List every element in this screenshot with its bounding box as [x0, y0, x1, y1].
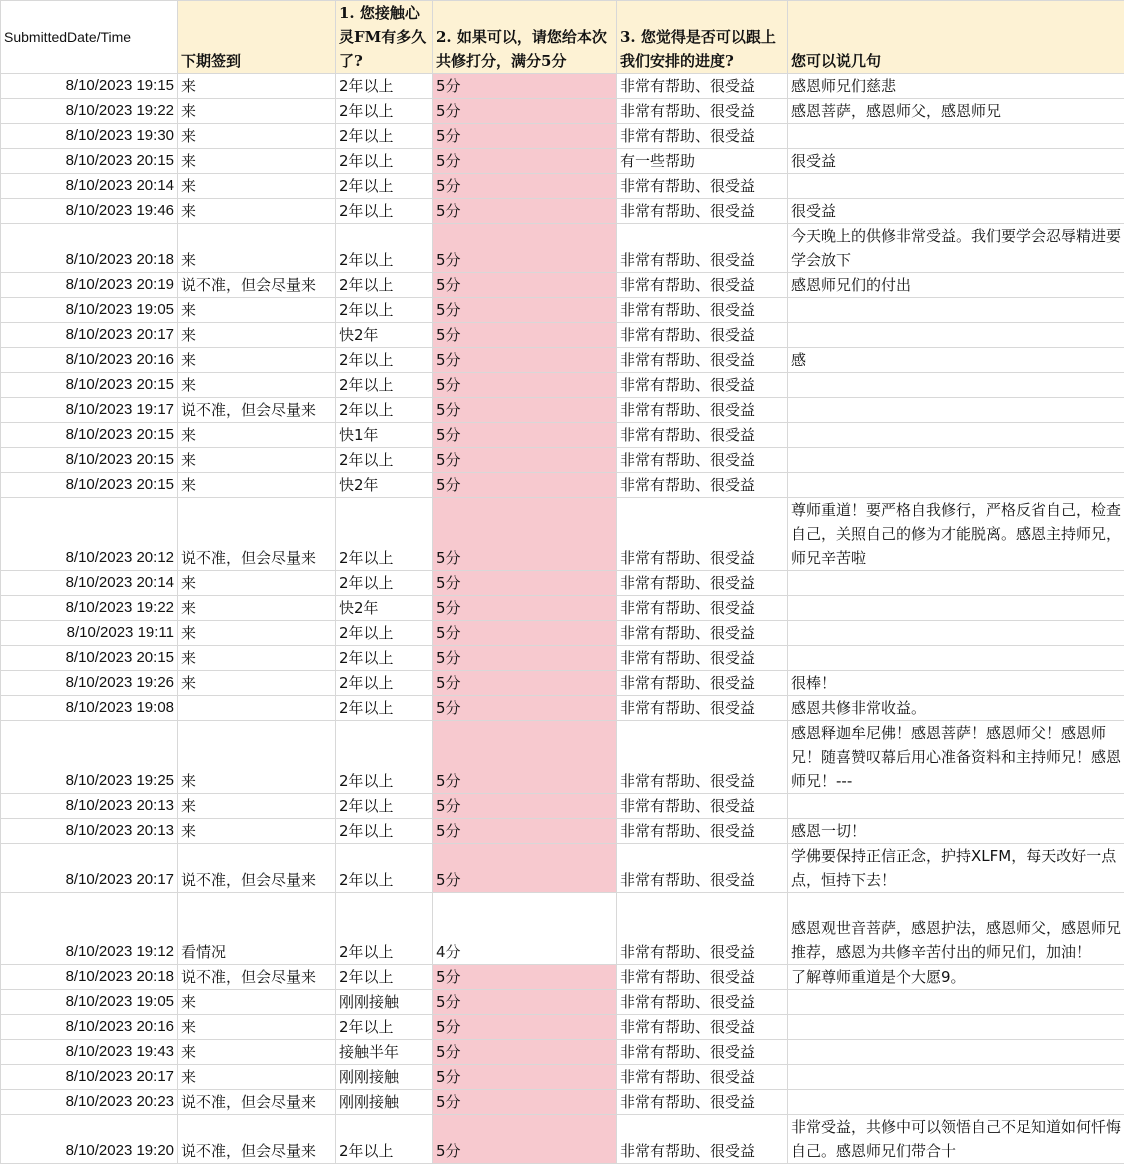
attend-cell[interactable]: 来	[178, 1065, 336, 1090]
pace-cell[interactable]: 非常有帮助、很受益	[617, 646, 788, 671]
pace-cell[interactable]: 非常有帮助、很受益	[617, 1090, 788, 1115]
comment-cell[interactable]	[788, 1090, 1124, 1115]
pace-cell[interactable]: 非常有帮助、很受益	[617, 124, 788, 149]
date-cell[interactable]: 8/10/2023 19:46	[1, 199, 178, 224]
date-cell[interactable]: 8/10/2023 19:22	[1, 99, 178, 124]
table-row	[1, 721, 1124, 794]
duration-cell[interactable]: 2年以上	[336, 1015, 433, 1040]
date-cell[interactable]: 8/10/2023 20:15	[1, 473, 178, 498]
duration-cell[interactable]: 2年以上	[336, 99, 433, 124]
score-cell[interactable]: 5分	[433, 498, 617, 571]
comment-cell[interactable]: 很受益	[788, 199, 1124, 224]
duration-cell[interactable]: 2年以上	[336, 646, 433, 671]
header-submitted-datetime[interactable]: SubmittedDate/Time	[1, 1, 178, 74]
score-cell[interactable]: 5分	[433, 298, 617, 323]
pace-cell[interactable]: 非常有帮助、很受益	[617, 721, 788, 794]
attend-cell[interactable]: 说不准，但会尽量来	[178, 398, 336, 423]
table-row	[1, 348, 1124, 373]
header-pace[interactable]: 3. 您觉得是否可以跟上我们安排的进度?	[617, 1, 788, 74]
score-cell[interactable]: 5分	[433, 323, 617, 348]
table-row	[1, 498, 1124, 571]
date-cell[interactable]: 8/10/2023 20:19	[1, 273, 178, 298]
date-cell[interactable]: 8/10/2023 19:05	[1, 298, 178, 323]
table-row	[1, 893, 1124, 965]
table-row	[1, 174, 1124, 199]
score-cell[interactable]: 5分	[433, 448, 617, 473]
table-row	[1, 696, 1124, 721]
score-cell[interactable]: 5分	[433, 571, 617, 596]
attend-cell[interactable]: 来	[178, 621, 336, 646]
score-cell[interactable]: 5分	[433, 174, 617, 199]
table-row	[1, 844, 1124, 893]
attend-cell[interactable]: 说不准，但会尽量来	[178, 498, 336, 571]
score-cell[interactable]: 5分	[433, 965, 617, 990]
pace-cell[interactable]: 非常有帮助、很受益	[617, 1040, 788, 1065]
score-cell[interactable]: 5分	[433, 1090, 617, 1115]
duration-cell[interactable]: 2年以上	[336, 273, 433, 298]
date-cell[interactable]: 8/10/2023 19:25	[1, 721, 178, 794]
comment-cell[interactable]: 感恩观世音菩萨，感恩护法，感恩师父，感恩师兄推荐，感恩为共修辛苦付出的师兄们，加油！	[788, 893, 1124, 965]
attend-cell[interactable]: 说不准，但会尽量来	[178, 844, 336, 893]
score-cell[interactable]: 5分	[433, 794, 617, 819]
score-cell[interactable]: 5分	[433, 124, 617, 149]
table-row	[1, 273, 1124, 298]
date-cell[interactable]: 8/10/2023 20:15	[1, 373, 178, 398]
date-cell[interactable]: 8/10/2023 20:17	[1, 323, 178, 348]
score-cell[interactable]: 5分	[433, 473, 617, 498]
attend-cell[interactable]: 来	[178, 473, 336, 498]
table-row	[1, 1040, 1124, 1065]
duration-cell[interactable]: 2年以上	[336, 199, 433, 224]
pace-cell[interactable]: 非常有帮助、很受益	[617, 323, 788, 348]
date-cell[interactable]: 8/10/2023 20:17	[1, 1065, 178, 1090]
comment-cell[interactable]	[788, 423, 1124, 448]
comment-cell[interactable]	[788, 1065, 1124, 1090]
score-cell[interactable]: 5分	[433, 74, 617, 99]
pace-cell[interactable]: 非常有帮助、很受益	[617, 74, 788, 99]
attend-cell[interactable]: 说不准，但会尽量来	[178, 1090, 336, 1115]
duration-cell[interactable]: 2年以上	[336, 965, 433, 990]
score-cell[interactable]: 5分	[433, 721, 617, 794]
table-row	[1, 571, 1124, 596]
comment-cell[interactable]	[788, 571, 1124, 596]
comment-cell[interactable]	[788, 1040, 1124, 1065]
comment-cell[interactable]	[788, 794, 1124, 819]
pace-cell[interactable]: 非常有帮助、很受益	[617, 174, 788, 199]
pace-cell[interactable]: 非常有帮助、很受益	[617, 273, 788, 298]
pace-cell[interactable]: 非常有帮助、很受益	[617, 298, 788, 323]
attend-cell[interactable]: 来	[178, 990, 336, 1015]
attend-cell[interactable]: 来	[178, 596, 336, 621]
pace-cell[interactable]: 非常有帮助、很受益	[617, 99, 788, 124]
score-cell[interactable]: 5分	[433, 348, 617, 373]
table-row	[1, 621, 1124, 646]
table-row	[1, 99, 1124, 124]
date-cell[interactable]: 8/10/2023 20:14	[1, 174, 178, 199]
comment-cell[interactable]: 今天晚上的供修非常受益。我们要学会忍辱精进要学会放下	[788, 224, 1124, 273]
pace-cell[interactable]: 非常有帮助、很受益	[617, 965, 788, 990]
duration-cell[interactable]: 2年以上	[336, 448, 433, 473]
score-cell[interactable]: 5分	[433, 621, 617, 646]
date-cell[interactable]: 8/10/2023 19:08	[1, 696, 178, 721]
comment-cell[interactable]	[788, 124, 1124, 149]
table-row	[1, 794, 1124, 819]
comment-cell[interactable]: 感恩师兄们慈悲	[788, 74, 1124, 99]
attend-cell[interactable]: 来	[178, 1015, 336, 1040]
duration-cell[interactable]: 刚刚接触	[336, 1090, 433, 1115]
date-cell[interactable]: 8/10/2023 19:11	[1, 621, 178, 646]
table-row	[1, 224, 1124, 273]
date-cell[interactable]: 8/10/2023 20:18	[1, 224, 178, 273]
date-cell[interactable]: 8/10/2023 20:13	[1, 794, 178, 819]
pace-cell[interactable]: 非常有帮助、很受益	[617, 844, 788, 893]
score-cell[interactable]: 5分	[433, 1065, 617, 1090]
comment-cell[interactable]	[788, 373, 1124, 398]
date-cell[interactable]: 8/10/2023 19:26	[1, 671, 178, 696]
table-row	[1, 74, 1124, 99]
attend-cell[interactable]: 看情况	[178, 893, 336, 965]
table-row	[1, 990, 1124, 1015]
attend-cell[interactable]: 来	[178, 323, 336, 348]
duration-cell[interactable]: 快2年	[336, 596, 433, 621]
duration-cell[interactable]: 2年以上	[336, 571, 433, 596]
score-cell[interactable]: 5分	[433, 646, 617, 671]
table-row	[1, 298, 1124, 323]
table-row	[1, 149, 1124, 174]
duration-cell[interactable]: 快2年	[336, 473, 433, 498]
duration-cell[interactable]: 2年以上	[336, 819, 433, 844]
date-cell[interactable]: 8/10/2023 20:12	[1, 498, 178, 571]
duration-cell[interactable]: 2年以上	[336, 893, 433, 965]
attend-cell[interactable]: 来	[178, 99, 336, 124]
attend-cell[interactable]: 来	[178, 646, 336, 671]
comment-cell[interactable]: 尊师重道！要严格自我修行，严格反省自己，检查自己，关照自己的修为才能脱离。感恩主持师兄，师兄辛苦啦	[788, 498, 1124, 571]
pace-cell[interactable]: 非常有帮助、很受益	[617, 348, 788, 373]
comment-cell[interactable]	[788, 1015, 1124, 1040]
attend-cell[interactable]: 来	[178, 298, 336, 323]
date-cell[interactable]: 8/10/2023 19:17	[1, 398, 178, 423]
date-cell[interactable]: 8/10/2023 19:12	[1, 893, 178, 965]
table-row	[1, 646, 1124, 671]
table-row	[1, 965, 1124, 990]
duration-cell[interactable]: 2年以上	[336, 621, 433, 646]
table-row	[1, 671, 1124, 696]
pace-cell[interactable]: 非常有帮助、很受益	[617, 373, 788, 398]
attend-cell[interactable]: 说不准，但会尽量来	[178, 965, 336, 990]
date-cell[interactable]: 8/10/2023 20:15	[1, 149, 178, 174]
comment-cell[interactable]	[788, 298, 1124, 323]
date-cell[interactable]: 8/10/2023 20:13	[1, 819, 178, 844]
score-cell[interactable]: 5分	[433, 423, 617, 448]
pace-cell[interactable]: 非常有帮助、很受益	[617, 473, 788, 498]
comment-cell[interactable]	[788, 448, 1124, 473]
duration-cell[interactable]: 快2年	[336, 323, 433, 348]
duration-cell[interactable]: 快1年	[336, 423, 433, 448]
comment-cell[interactable]: 了解尊师重道是个大愿9。	[788, 965, 1124, 990]
pace-cell[interactable]: 非常有帮助、很受益	[617, 199, 788, 224]
table-row	[1, 1090, 1124, 1115]
duration-cell[interactable]: 2年以上	[336, 844, 433, 893]
attend-cell[interactable]: 来	[178, 671, 336, 696]
attend-cell[interactable]: 来	[178, 571, 336, 596]
date-cell[interactable]: 8/10/2023 19:05	[1, 990, 178, 1015]
attend-cell[interactable]	[178, 696, 336, 721]
pace-cell[interactable]: 非常有帮助、很受益	[617, 1015, 788, 1040]
comment-cell[interactable]	[788, 621, 1124, 646]
score-cell[interactable]: 5分	[433, 596, 617, 621]
header-attend-next[interactable]: 下期签到	[178, 1, 336, 74]
score-cell[interactable]: 5分	[433, 1015, 617, 1040]
pace-cell[interactable]: 非常有帮助、很受益	[617, 1115, 788, 1164]
pace-cell[interactable]: 非常有帮助、很受益	[617, 224, 788, 273]
duration-cell[interactable]: 2年以上	[336, 348, 433, 373]
attend-cell[interactable]: 来	[178, 423, 336, 448]
comment-cell[interactable]	[788, 174, 1124, 199]
duration-cell[interactable]: 刚刚接触	[336, 1065, 433, 1090]
header-comment[interactable]: 您可以说几句	[788, 1, 1124, 74]
date-cell[interactable]: 8/10/2023 19:43	[1, 1040, 178, 1065]
date-cell[interactable]: 8/10/2023 20:16	[1, 348, 178, 373]
header-row	[1, 1, 1124, 74]
table-row	[1, 819, 1124, 844]
table-row	[1, 423, 1124, 448]
duration-cell[interactable]: 2年以上	[336, 671, 433, 696]
pace-cell[interactable]: 非常有帮助、很受益	[617, 696, 788, 721]
pace-cell[interactable]: 非常有帮助、很受益	[617, 596, 788, 621]
pace-cell[interactable]: 非常有帮助、很受益	[617, 423, 788, 448]
comment-cell[interactable]: 学佛要保持正信正念，护持XLFM，每天改好一点点，恒持下去！	[788, 844, 1124, 893]
date-cell[interactable]: 8/10/2023 20:15	[1, 448, 178, 473]
comment-cell[interactable]: 感恩共修非常收益。	[788, 696, 1124, 721]
attend-cell[interactable]: 说不准，但会尽量来	[178, 1115, 336, 1164]
score-cell[interactable]: 5分	[433, 844, 617, 893]
comment-cell[interactable]	[788, 596, 1124, 621]
comment-cell[interactable]	[788, 646, 1124, 671]
attend-cell[interactable]: 来	[178, 174, 336, 199]
date-cell[interactable]: 8/10/2023 19:20	[1, 1115, 178, 1164]
duration-cell[interactable]: 2年以上	[336, 721, 433, 794]
pace-cell[interactable]: 非常有帮助、很受益	[617, 671, 788, 696]
header-duration[interactable]: 1. 您接触心灵FM有多久了?	[336, 1, 433, 74]
duration-cell[interactable]: 2年以上	[336, 224, 433, 273]
duration-cell[interactable]: 2年以上	[336, 373, 433, 398]
pace-cell[interactable]: 有一些帮助	[617, 149, 788, 174]
pace-cell[interactable]: 非常有帮助、很受益	[617, 621, 788, 646]
attend-cell[interactable]: 来	[178, 794, 336, 819]
table-row	[1, 323, 1124, 348]
pace-cell[interactable]: 非常有帮助、很受益	[617, 498, 788, 571]
pace-cell[interactable]: 非常有帮助、很受益	[617, 571, 788, 596]
score-cell[interactable]: 4分	[433, 893, 617, 965]
score-cell[interactable]: 5分	[433, 1115, 617, 1164]
attend-cell[interactable]: 说不准，但会尽量来	[178, 273, 336, 298]
score-cell[interactable]: 5分	[433, 990, 617, 1015]
attend-cell[interactable]: 来	[178, 373, 336, 398]
header-score[interactable]: 2. 如果可以，请您给本次共修打分，满分5分	[433, 1, 617, 74]
table-row	[1, 473, 1124, 498]
attend-cell[interactable]: 来	[178, 348, 336, 373]
date-cell[interactable]: 8/10/2023 20:17	[1, 844, 178, 893]
attend-cell[interactable]: 来	[178, 721, 336, 794]
score-cell[interactable]: 5分	[433, 398, 617, 423]
attend-cell[interactable]: 来	[178, 448, 336, 473]
comment-cell[interactable]	[788, 473, 1124, 498]
date-cell[interactable]: 8/10/2023 20:16	[1, 1015, 178, 1040]
date-cell[interactable]: 8/10/2023 20:18	[1, 965, 178, 990]
table-row	[1, 199, 1124, 224]
duration-cell[interactable]: 2年以上	[336, 149, 433, 174]
duration-cell[interactable]: 2年以上	[336, 794, 433, 819]
table-row	[1, 124, 1124, 149]
table-row	[1, 1065, 1124, 1090]
date-cell[interactable]: 8/10/2023 20:14	[1, 571, 178, 596]
score-cell[interactable]: 5分	[433, 671, 617, 696]
comment-cell[interactable]: 很受益	[788, 149, 1124, 174]
date-cell[interactable]: 8/10/2023 20:15	[1, 423, 178, 448]
score-cell[interactable]: 5分	[433, 224, 617, 273]
score-cell[interactable]: 5分	[433, 149, 617, 174]
attend-cell[interactable]: 来	[178, 224, 336, 273]
duration-cell[interactable]: 2年以上	[336, 1115, 433, 1164]
comment-cell[interactable]	[788, 323, 1124, 348]
score-cell[interactable]: 5分	[433, 99, 617, 124]
pace-cell[interactable]: 非常有帮助、很受益	[617, 819, 788, 844]
score-cell[interactable]: 5分	[433, 273, 617, 298]
duration-cell[interactable]: 接触半年	[336, 1040, 433, 1065]
date-cell[interactable]: 8/10/2023 19:22	[1, 596, 178, 621]
attend-cell[interactable]: 来	[178, 124, 336, 149]
score-cell[interactable]: 5分	[433, 373, 617, 398]
pace-cell[interactable]: 非常有帮助、很受益	[617, 990, 788, 1015]
table-row	[1, 448, 1124, 473]
comment-cell[interactable]: 感恩菩萨，感恩师父，感恩师兄	[788, 99, 1124, 124]
comment-cell[interactable]	[788, 990, 1124, 1015]
score-cell[interactable]: 5分	[433, 199, 617, 224]
table-row	[1, 1115, 1124, 1164]
comment-cell[interactable]: 很棒！	[788, 671, 1124, 696]
date-cell[interactable]: 8/10/2023 20:23	[1, 1090, 178, 1115]
pace-cell[interactable]: 非常有帮助、很受益	[617, 893, 788, 965]
duration-cell[interactable]: 2年以上	[336, 174, 433, 199]
date-cell[interactable]: 8/10/2023 19:30	[1, 124, 178, 149]
table-row	[1, 398, 1124, 423]
attend-cell[interactable]: 来	[178, 149, 336, 174]
pace-cell[interactable]: 非常有帮助、很受益	[617, 398, 788, 423]
duration-cell[interactable]: 2年以上	[336, 498, 433, 571]
duration-cell[interactable]: 2年以上	[336, 398, 433, 423]
duration-cell[interactable]: 2年以上	[336, 696, 433, 721]
pace-cell[interactable]: 非常有帮助、很受益	[617, 794, 788, 819]
date-cell[interactable]: 8/10/2023 19:15	[1, 74, 178, 99]
attend-cell[interactable]: 来	[178, 819, 336, 844]
comment-cell[interactable]: 感	[788, 348, 1124, 373]
table-row	[1, 373, 1124, 398]
table-row	[1, 596, 1124, 621]
comment-cell[interactable]: 感恩师兄们的付出	[788, 273, 1124, 298]
table-row	[1, 1015, 1124, 1040]
score-cell[interactable]: 5分	[433, 819, 617, 844]
comment-cell[interactable]: 感恩一切！	[788, 819, 1124, 844]
table-body	[1, 74, 1124, 1164]
duration-cell[interactable]: 2年以上	[336, 74, 433, 99]
duration-cell[interactable]: 2年以上	[336, 298, 433, 323]
attend-cell[interactable]: 来	[178, 199, 336, 224]
pace-cell[interactable]: 非常有帮助、很受益	[617, 1065, 788, 1090]
duration-cell[interactable]: 2年以上	[336, 124, 433, 149]
score-cell[interactable]: 5分	[433, 1040, 617, 1065]
pace-cell[interactable]: 非常有帮助、很受益	[617, 448, 788, 473]
attend-cell[interactable]: 来	[178, 1040, 336, 1065]
score-cell[interactable]: 5分	[433, 696, 617, 721]
comment-cell[interactable]	[788, 398, 1124, 423]
comment-cell[interactable]: 非常受益，共修中可以领悟自己不足知道如何忏悔自己。感恩师兄们带合十	[788, 1115, 1124, 1164]
comment-cell[interactable]: 感恩释迦牟尼佛！感恩菩萨！感恩师父！感恩师兄！随喜赞叹幕后用心准备资料和主持师兄！感恩师兄！---	[788, 721, 1124, 794]
duration-cell[interactable]: 刚刚接触	[336, 990, 433, 1015]
attend-cell[interactable]: 来	[178, 74, 336, 99]
date-cell[interactable]: 8/10/2023 20:15	[1, 646, 178, 671]
